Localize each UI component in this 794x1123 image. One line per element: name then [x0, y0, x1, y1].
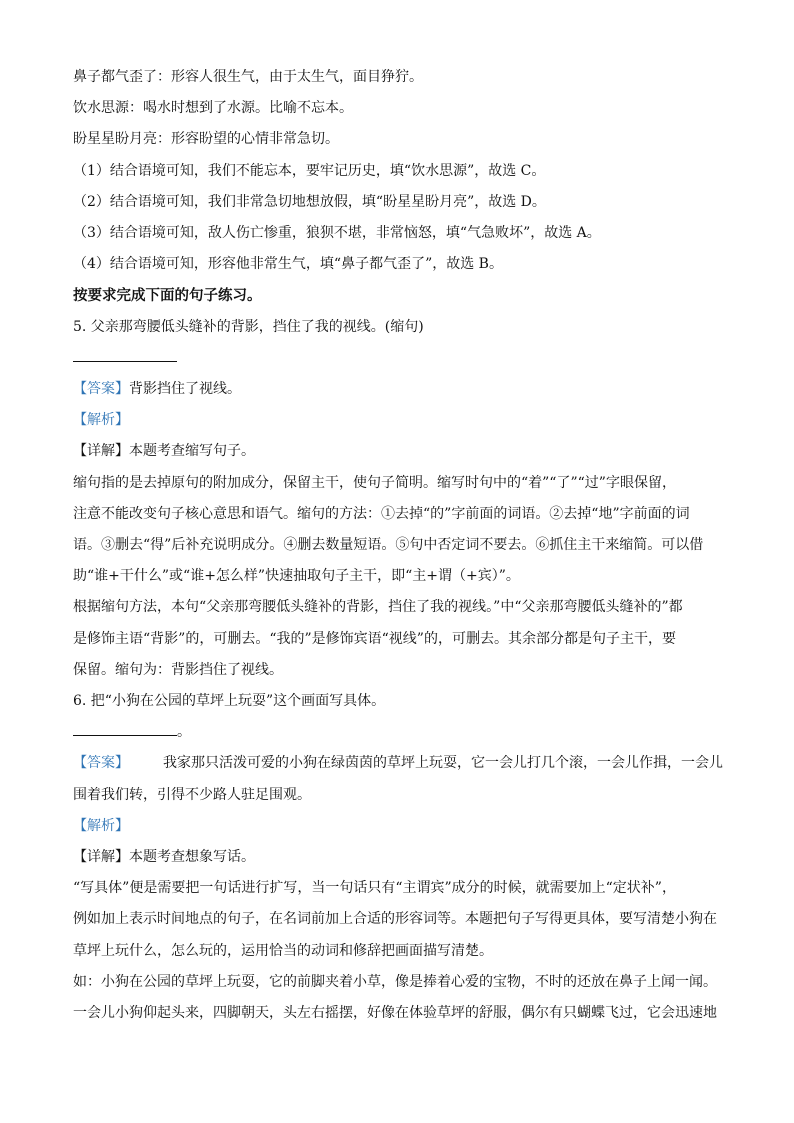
detail-tag: 【详解】: [73, 849, 129, 866]
analysis-line: [73, 405, 721, 436]
text-line: 缩句指的是去掉原句的附加成分，保留主干，使句子简明。缩写时句中的“着”“了”“过”字眼保留，: [73, 474, 676, 491]
text-line: 根据缩句方法，本句“父亲那弯腰低头缝补的背影，挡住了我的视线。”中“父亲那弯腰低头缝补的”都: [73, 599, 683, 616]
answer-blank-line: [73, 717, 721, 748]
answer-blank: [73, 345, 177, 362]
answer-line: [73, 748, 721, 779]
answer-line: [73, 374, 721, 405]
question-5: 5. 父亲那弯腰低头缝补的背影，挡住了我的视线。(缩句): [73, 318, 424, 335]
answer-tag: 【答案】: [73, 755, 129, 772]
answer-blank: [73, 719, 177, 736]
text-line: 一会儿小狗仰起头来，四脚朝天，头左右摇摆，好像在体验草坪的舒服，偶尔有只蝴蝶飞过，它会迅速地: [73, 1005, 717, 1022]
text-line: 例如加上表示时间地点的句子，在名词前加上合适的形容词等。本题把句子写得更具体，要写清楚小狗在: [73, 911, 717, 928]
answer-blank-line: [73, 343, 721, 374]
analysis-tag: 【解析】: [73, 817, 129, 834]
answer-tag: 【答案】: [73, 381, 129, 398]
detail-line: [73, 842, 721, 873]
blank-suffix: 。: [177, 724, 191, 741]
text-line: “写具体”便是需要把一句话进行扩写，当一句话只有“主谓宾”成分的时候，就需要加上“定状补”，: [73, 880, 676, 897]
detail-intro: 本题考查缩写句子。: [129, 443, 255, 460]
text-line: 围着我们转，引得不少路人驻足围观。: [73, 786, 311, 803]
text-line: 保留。缩句为：背影挡住了视线。: [73, 661, 283, 678]
text-line: （4）结合语境可知，形容他非常生气，填“鼻子都气歪了”，故选 B。: [73, 256, 503, 273]
text-line: 草坪上玩什么，怎么玩的，运用恰当的动词和修辞把画面描写清楚。: [73, 942, 493, 959]
analysis-line: [73, 811, 721, 842]
analysis-tag: 【解析】: [73, 412, 129, 429]
detail-line: [73, 436, 721, 467]
text-line: 注意不能改变句子核心意思和语气。缩句的方法：①去掉“的”字前面的词语。②去掉“地”字前面的词: [73, 505, 690, 522]
detail-intro: 本题考查想象写话。: [129, 849, 255, 866]
text-line: 如：小狗在公园的草坪上玩耍，它的前脚夹着小草，像是捧着心爱的宝物，不时的还放在鼻子上闻一闻。: [73, 973, 717, 990]
text-line: （2）结合语境可知，我们非常急切地想放假，填“盼星星盼月亮”，故选 D。: [73, 193, 546, 210]
text-line: 助“谁+干什么”或“谁+怎么样”快速抽取句子主干，即“主+谓（+宾）”。: [73, 568, 520, 585]
text-line: 盼星星盼月亮：形容盼望的心情非常急切。: [73, 131, 339, 148]
document-page: [73, 62, 721, 1029]
answer-text: 背影挡住了视线。: [129, 381, 241, 398]
text-line: （3）结合语境可知，敌人伤亡惨重，狼狈不堪，非常恼怒，填“气急败坏”，故选 A。: [73, 225, 601, 242]
detail-tag: 【详解】: [73, 443, 129, 460]
text-line: （1）结合语境可知，我们不能忘本，要牢记历史，填“饮水思源”，故选 C。: [73, 162, 546, 179]
text-line: 鼻子都气歪了：形容人很生气，由于太生气，面目狰狞。: [73, 69, 423, 85]
answer-text: 我家那只活泼可爱的小狗在绿茵茵的草坪上玩耍，它一会儿打几个滚，一会儿作揖，一会儿: [163, 755, 723, 772]
text-line: 饮水思源：喝水时想到了水源。比喻不忘本。: [73, 100, 353, 117]
text-line: 是修饰主语“背影”的，可删去。“我的”是修饰宾语“视线”的，可删去。其余部分都是句子主干，要: [73, 630, 676, 647]
section-heading: 按要求完成下面的句子练习。: [73, 287, 262, 305]
text-line: 语。③删去“得”后补充说明成分。④删去数量短语。⑤句中否定词不要去。⑥抓住主干来缩简。可以借: [73, 537, 704, 554]
question-6: 6. 把“小狗在公园的草坪上玩耍”这个画面写具体。: [73, 693, 386, 710]
